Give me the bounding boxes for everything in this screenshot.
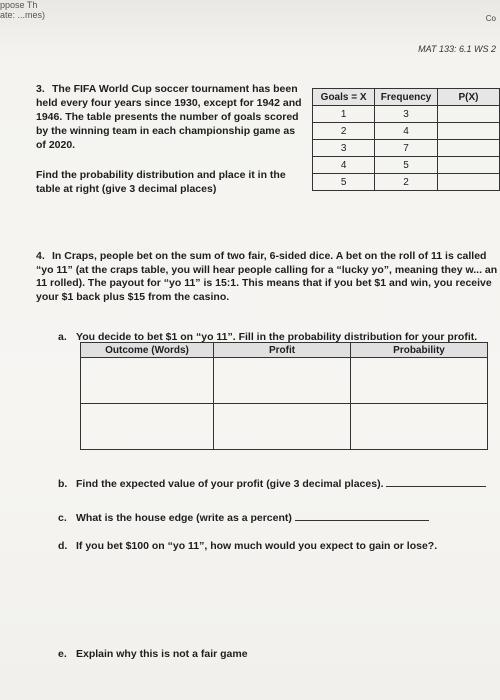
profit-distribution-table: [80, 342, 488, 450]
px-cell[interactable]: [437, 106, 499, 123]
outcome-header: Outcome (Words): [81, 343, 214, 358]
question-3: [36, 82, 304, 152]
question-4e: [58, 648, 248, 660]
px-cell[interactable]: [437, 157, 499, 174]
torn-header-text: [0, 0, 45, 20]
course-label: MAT 133: 6.1 WS 2: [418, 44, 496, 54]
probability-cell[interactable]: [351, 358, 488, 404]
torn-text-line1: ppose Th: [0, 0, 38, 10]
question-4b-letter: b.: [58, 478, 68, 490]
frequency-cell: 4: [375, 123, 438, 140]
question-4d-text: If you bet $100 on “yo 11”, how much would you expect to gain or lose?.: [76, 540, 438, 552]
table-row: [81, 358, 488, 404]
profit-cell[interactable]: [214, 404, 351, 450]
goals-header: Goals = X: [313, 89, 375, 106]
frequency-cell: 2: [375, 174, 438, 191]
answer-line-4c[interactable]: [295, 519, 429, 521]
outcome-cell[interactable]: [81, 404, 214, 450]
frequency-cell: 7: [375, 140, 438, 157]
question-4c-text: What is the house edge (write as a percent): [76, 512, 292, 524]
table-row: [313, 174, 500, 191]
question-4-number: 4.: [36, 250, 45, 262]
table-row: [313, 140, 500, 157]
table-row: [313, 123, 500, 140]
question-4d: [58, 540, 437, 552]
px-cell[interactable]: [437, 174, 499, 191]
question-4e-letter: e.: [58, 648, 67, 660]
frequency-header: Frequency: [375, 89, 438, 106]
question-4d-letter: d.: [58, 540, 68, 552]
px-header: P(X): [437, 89, 499, 106]
goals-table-header-row: [313, 89, 500, 106]
question-3-number: 3.: [36, 83, 45, 95]
question-4a-text: You decide to bet $1 on “yo 11”. Fill in the probability distribution for your profit.: [76, 331, 478, 343]
torn-text-line2: ate: ...mes): [0, 10, 46, 20]
corner-text: Co: [485, 14, 496, 23]
goals-table: [312, 88, 500, 191]
answer-line-4b[interactable]: [386, 485, 486, 487]
question-3-text: The FIFA World Cup soccer tournament has been held every four years since 1930, except for 1942 and 1946. The table presents the number of goals scored by the winning team in each championship game as of 2020.: [36, 83, 302, 151]
probability-header: Probability: [351, 343, 488, 358]
table-row: [81, 404, 488, 450]
question-4e-text: Explain why this is not a fair game: [76, 648, 248, 660]
profit-header: Profit: [214, 343, 351, 358]
goals-cell: 1: [313, 106, 375, 123]
question-4c: [58, 512, 429, 524]
goals-cell: 3: [313, 140, 375, 157]
outcome-cell[interactable]: [81, 358, 214, 404]
profit-cell[interactable]: [214, 358, 351, 404]
table-row: [313, 106, 500, 123]
px-cell[interactable]: [437, 123, 499, 140]
probability-cell[interactable]: [351, 404, 488, 450]
goals-cell: 4: [313, 157, 375, 174]
question-4-text: In Craps, people bet on the sum of two fair, 6-sided dice. A bet on the roll of 11 is called “yo 11” (at the craps table, you will hear people calling for a “lucky yo”, meaning they w... an 11 rolled). The payout for “yo 11” is 15:1. This means that if you bet $1 and win, you receive your $1 back plus $15 from the casino.: [36, 250, 498, 303]
question-4c-letter: c.: [58, 512, 67, 524]
frequency-cell: 3: [375, 106, 438, 123]
goals-cell: 5: [313, 174, 375, 191]
question-3-instruction: Find the probability distribution and place it in the table at right (give 3 decimal places): [36, 169, 286, 195]
table-row: [313, 157, 500, 174]
question-4b: [58, 478, 486, 490]
question-4b-text: Find the expected value of your profit (give 3 decimal places).: [76, 478, 384, 490]
profit-table-header-row: [81, 343, 488, 358]
frequency-cell: 5: [375, 157, 438, 174]
question-4a-letter: a.: [58, 331, 67, 343]
question-4: [36, 250, 498, 304]
goals-cell: 2: [313, 123, 375, 140]
px-cell[interactable]: [437, 140, 499, 157]
